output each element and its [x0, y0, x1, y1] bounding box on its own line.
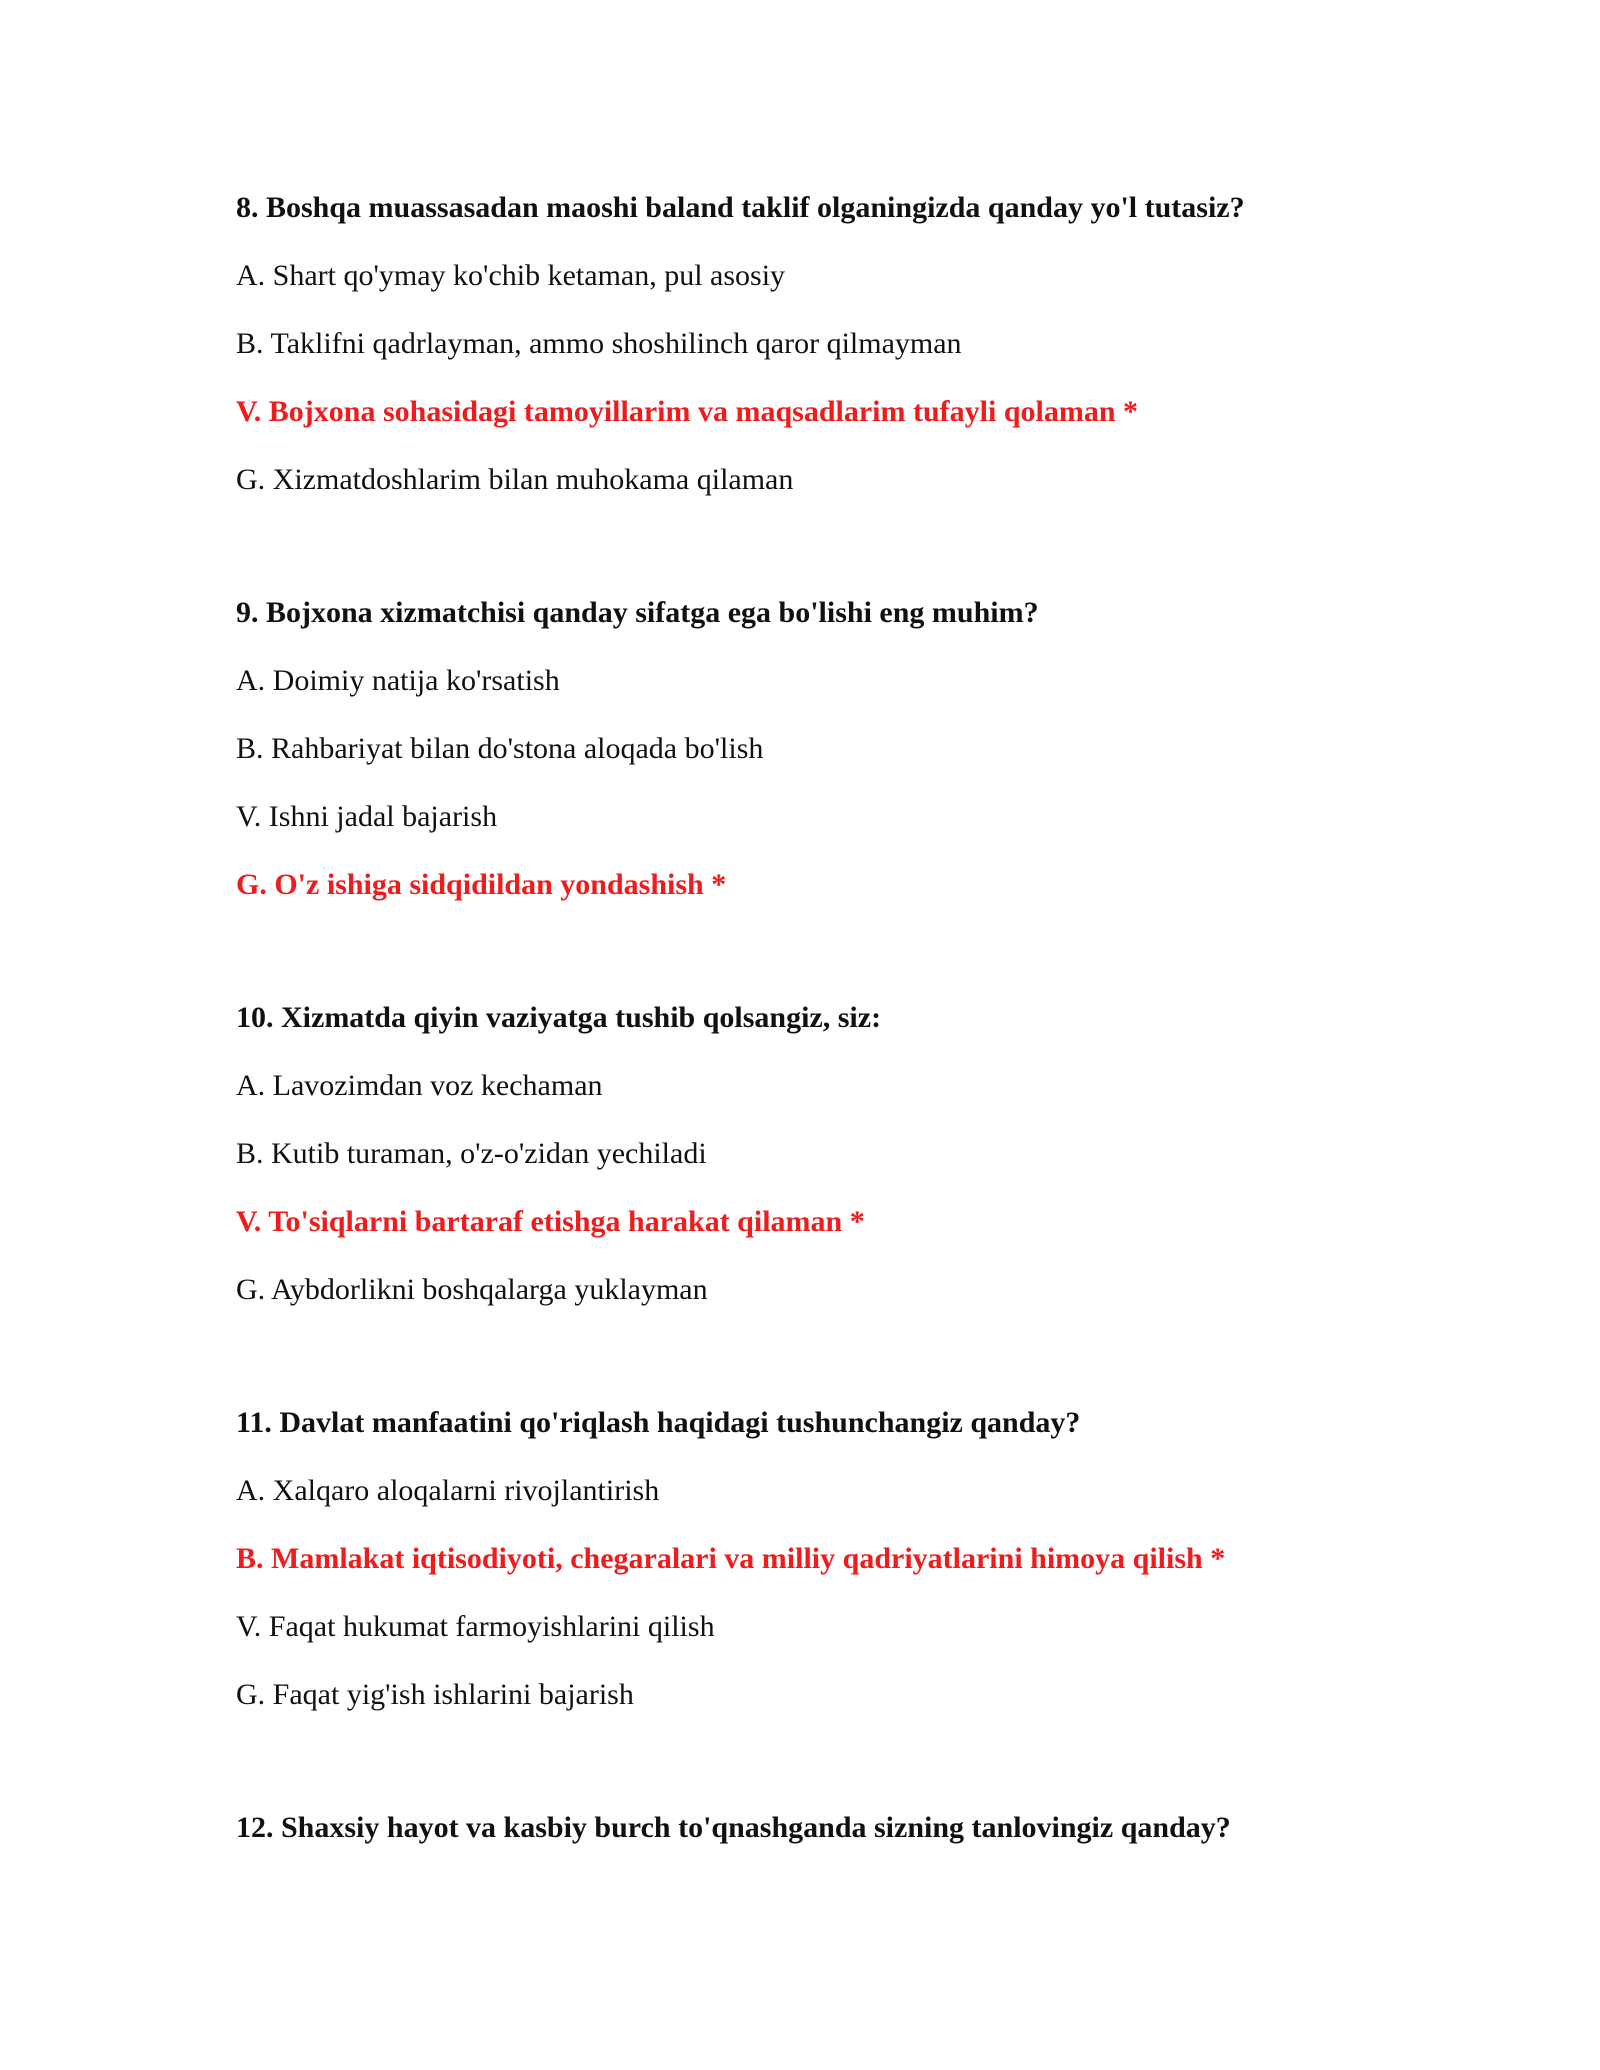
question-block-12 — [236, 1808, 1436, 1848]
question-9-option-b: B. Rahbariyat bilan do'stona aloqada bo'lish — [236, 732, 764, 765]
question-block-8 — [236, 188, 1436, 500]
question-10-option-b: B. Kutib turaman, o'z-o'zidan yechiladi — [236, 1137, 707, 1170]
question-block-9 — [236, 593, 1436, 905]
question-8-option-b: B. Taklifni qadrlayman, ammo shoshilinch qaror qilmayman — [236, 327, 962, 360]
question-11-option-b-correct: B. Mamlakat iqtisodiyoti, chegaralari va milliy qadriyatlarini himoya qilish * — [236, 1542, 1226, 1575]
question-11-text: 11. Davlat manfaatini qo'riqlash haqidagi tushunchangiz qanday? — [236, 1406, 1081, 1439]
question-9-option-a: A. Doimiy natija ko'rsatish — [236, 664, 560, 697]
question-11-option-a: A. Xalqaro aloqalarni rivojlantirish — [236, 1474, 660, 1507]
question-11-option-v: V. Faqat hukumat farmoyishlarini qilish — [236, 1610, 715, 1643]
question-block-11 — [236, 1403, 1436, 1715]
question-10-option-v-correct: V. To'siqlarni bartaraf etishga harakat qilaman * — [236, 1205, 865, 1238]
question-11-option-g: G. Faqat yig'ish ishlarini bajarish — [236, 1678, 634, 1711]
question-9-text: 9. Bojxona xizmatchisi qanday sifatga ega bo'lishi eng muhim? — [236, 596, 1039, 629]
question-9-option-v: V. Ishni jadal bajarish — [236, 800, 498, 833]
question-8-option-v-correct: V. Bojxona sohasidagi tamoyillarim va maqsadlarim tufayli qolaman * — [236, 395, 1139, 428]
question-12-text: 12. Shaxsiy hayot va kasbiy burch to'qnashganda sizning tanlovingiz qanday? — [236, 1811, 1231, 1844]
question-9-option-g-correct: G. O'z ishiga sidqidildan yondashish * — [236, 868, 727, 901]
question-8-text: 8. Boshqa muassasadan maoshi baland taklif olganingizda qanday yo'l tutasiz? — [236, 191, 1245, 224]
question-10-option-a: A. Lavozimdan voz kechaman — [236, 1069, 603, 1102]
question-block-10 — [236, 998, 1436, 1310]
question-8-option-a: A. Shart qo'ymay ko'chib ketaman, pul asosiy — [236, 259, 786, 292]
question-10-option-g: G. Aybdorlikni boshqalarga yuklayman — [236, 1273, 708, 1306]
question-10-text: 10. Xizmatda qiyin vaziyatga tushib qolsangiz, siz: — [236, 1001, 882, 1034]
question-8-option-g: G. Xizmatdoshlarim bilan muhokama qilaman — [236, 463, 794, 496]
